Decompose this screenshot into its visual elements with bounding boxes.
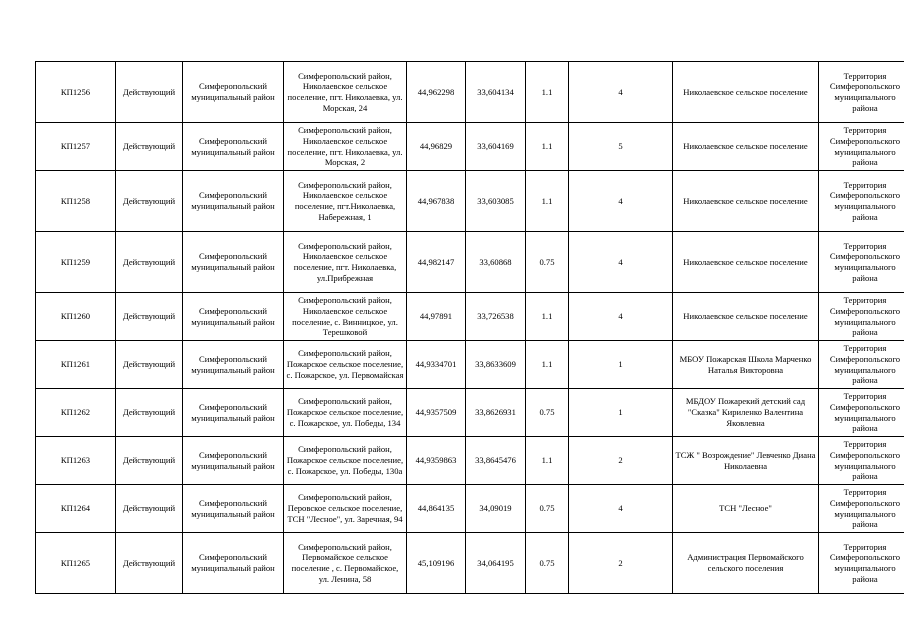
container-count-cell: 5: [569, 123, 673, 171]
district-cell: Симферопольский муниципальный район: [183, 389, 284, 437]
address-cell: Симферопольский район, Пожарское сельское поселение, с. Пожарское, ул. Победы, 130а: [284, 437, 407, 485]
latitude-cell: 44,864135: [407, 485, 466, 533]
territory-cell: Территория Симферопольского муниципального района: [819, 232, 904, 293]
status-cell: Действующий: [116, 485, 183, 533]
container-count-cell: 4: [569, 293, 673, 341]
longitude-cell: 33,60868: [466, 232, 526, 293]
volume-cell: 1.1: [526, 341, 569, 389]
latitude-cell: 44,9334701: [407, 341, 466, 389]
container-sites-table: [35, 61, 904, 594]
address-cell: Симферопольский район, Николаевское сельское поселение, пгт. Николаевка, ул.Прибрежная: [284, 232, 407, 293]
owner-cell: Николаевское сельское поселение: [673, 293, 819, 341]
table-row: [36, 171, 904, 232]
site-id-cell: КП1262: [36, 389, 116, 437]
table-body: [36, 62, 904, 594]
table-row: [36, 293, 904, 341]
district-cell: Симферопольский муниципальный район: [183, 123, 284, 171]
longitude-cell: 33,604169: [466, 123, 526, 171]
volume-cell: 0.75: [526, 485, 569, 533]
district-cell: Симферопольский муниципальный район: [183, 232, 284, 293]
site-id-cell: КП1259: [36, 232, 116, 293]
volume-cell: 1.1: [526, 437, 569, 485]
longitude-cell: 33,8633609: [466, 341, 526, 389]
longitude-cell: 33,603085: [466, 171, 526, 232]
owner-cell: ТСН "Лесное": [673, 485, 819, 533]
table-row: [36, 123, 904, 171]
latitude-cell: 44,967838: [407, 171, 466, 232]
site-id-cell: КП1265: [36, 533, 116, 594]
site-id-cell: КП1264: [36, 485, 116, 533]
container-count-cell: 4: [569, 485, 673, 533]
site-id-cell: КП1258: [36, 171, 116, 232]
status-cell: Действующий: [116, 293, 183, 341]
address-cell: Симферопольский район, Николаевское сельское поселение, пгт.Николаевка, Набережная, 1: [284, 171, 407, 232]
container-count-cell: 4: [569, 232, 673, 293]
owner-cell: Николаевское сельское поселение: [673, 123, 819, 171]
territory-cell: Территория Симферопольского муниципального района: [819, 341, 904, 389]
site-id-cell: КП1261: [36, 341, 116, 389]
owner-cell: Николаевское сельское поселение: [673, 62, 819, 123]
latitude-cell: 44,97891: [407, 293, 466, 341]
latitude-cell: 45,109196: [407, 533, 466, 594]
territory-cell: Территория Симферопольского муниципального района: [819, 62, 904, 123]
address-cell: Симферопольский район, Пожарское сельское поселение, с. Пожарское, ул. Первомайская: [284, 341, 407, 389]
territory-cell: Территория Симферопольского муниципального района: [819, 293, 904, 341]
territory-cell: Территория Симферопольского муниципального района: [819, 485, 904, 533]
volume-cell: 0.75: [526, 232, 569, 293]
table-row: [36, 389, 904, 437]
container-count-cell: 4: [569, 62, 673, 123]
longitude-cell: 34,09019: [466, 485, 526, 533]
district-cell: Симферопольский муниципальный район: [183, 533, 284, 594]
status-cell: Действующий: [116, 123, 183, 171]
site-id-cell: КП1260: [36, 293, 116, 341]
volume-cell: 0.75: [526, 533, 569, 594]
latitude-cell: 44,962298: [407, 62, 466, 123]
longitude-cell: 33,8645476: [466, 437, 526, 485]
volume-cell: 1.1: [526, 293, 569, 341]
volume-cell: 1.1: [526, 171, 569, 232]
container-count-cell: 2: [569, 437, 673, 485]
territory-cell: Территория Симферопольского муниципального района: [819, 437, 904, 485]
site-id-cell: КП1256: [36, 62, 116, 123]
volume-cell: 1.1: [526, 123, 569, 171]
latitude-cell: 44,982147: [407, 232, 466, 293]
owner-cell: Администрация Первомайского сельского поселения: [673, 533, 819, 594]
table-row: [36, 437, 904, 485]
table-row: [36, 62, 904, 123]
territory-cell: Территория Симферопольского муниципального района: [819, 171, 904, 232]
district-cell: Симферопольский муниципальный район: [183, 293, 284, 341]
owner-cell: Николаевское сельское поселение: [673, 232, 819, 293]
address-cell: Симферопольский район, Николаевское сельское поселение, с. Винницкое, ул. Терешковой: [284, 293, 407, 341]
status-cell: Действующий: [116, 389, 183, 437]
owner-cell: МБОУ Пожарская Школа Марченко Наталья Викторовна: [673, 341, 819, 389]
table-row: [36, 232, 904, 293]
table-row: [36, 485, 904, 533]
district-cell: Симферопольский муниципальный район: [183, 62, 284, 123]
district-cell: Симферопольский муниципальный район: [183, 171, 284, 232]
address-cell: Симферопольский район, Перовское сельское поселение, ТСН "Лесное", ул. Заречная, 94: [284, 485, 407, 533]
volume-cell: 0.75: [526, 389, 569, 437]
owner-cell: МБДОУ Пожарекий детский сад "Сказка" Кириленко Валентина Яковлевна: [673, 389, 819, 437]
owner-cell: ТСЖ " Возрождение" Левченко Диана Николаевна: [673, 437, 819, 485]
container-count-cell: 1: [569, 389, 673, 437]
status-cell: Действующий: [116, 341, 183, 389]
latitude-cell: 44,9359863: [407, 437, 466, 485]
status-cell: Действующий: [116, 437, 183, 485]
container-count-cell: 1: [569, 341, 673, 389]
latitude-cell: 44,9357509: [407, 389, 466, 437]
status-cell: Действующий: [116, 232, 183, 293]
district-cell: Симферопольский муниципальный район: [183, 485, 284, 533]
longitude-cell: 33,726538: [466, 293, 526, 341]
address-cell: Симферопольский район, Пожарское сельское поселение, с. Пожарское, ул. Победы, 134: [284, 389, 407, 437]
address-cell: Симферопольский район, Николаевское сельское поселение, пгт. Николаевка, ул. Морская, 24: [284, 62, 407, 123]
address-cell: Симферопольский район, Первомайское сельское поселение , с. Первомайское, ул. Ленина, 58: [284, 533, 407, 594]
district-cell: Симферопольский муниципальный район: [183, 341, 284, 389]
table-row: [36, 341, 904, 389]
territory-cell: Территория Симферопольского муниципального района: [819, 123, 904, 171]
owner-cell: Николаевское сельское поселение: [673, 171, 819, 232]
container-count-cell: 2: [569, 533, 673, 594]
volume-cell: 1.1: [526, 62, 569, 123]
territory-cell: Территория Симферопольского муниципального района: [819, 533, 904, 594]
status-cell: Действующий: [116, 171, 183, 232]
site-id-cell: КП1263: [36, 437, 116, 485]
status-cell: Действующий: [116, 62, 183, 123]
longitude-cell: 34,064195: [466, 533, 526, 594]
container-count-cell: 4: [569, 171, 673, 232]
longitude-cell: 33,8626931: [466, 389, 526, 437]
district-cell: Симферопольский муниципальный район: [183, 437, 284, 485]
address-cell: Симферопольский район, Николаевское сельское поселение, пгт. Николаевка, ул. Морская, 2: [284, 123, 407, 171]
longitude-cell: 33,604134: [466, 62, 526, 123]
latitude-cell: 44,96829: [407, 123, 466, 171]
status-cell: Действующий: [116, 533, 183, 594]
table-row: [36, 533, 904, 594]
site-id-cell: КП1257: [36, 123, 116, 171]
territory-cell: Территория Симферопольского муниципального района: [819, 389, 904, 437]
